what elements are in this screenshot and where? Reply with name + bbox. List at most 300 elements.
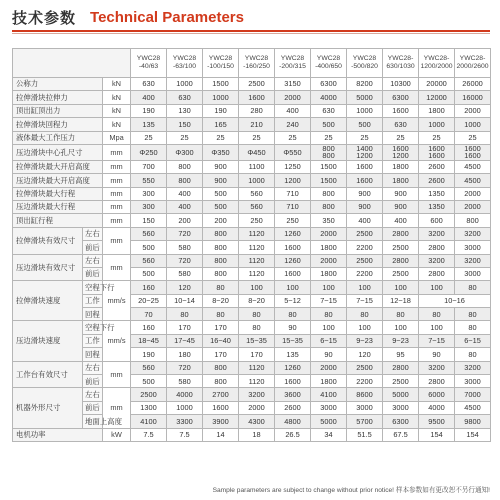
table-cell: 90 [419, 348, 455, 361]
table-cell: Φ300 [167, 144, 203, 160]
table-cell: Φ450 [239, 144, 275, 160]
table-cell: 350 [311, 214, 347, 227]
table-cell: 15~35 [275, 334, 311, 347]
table-cell: 18~45 [131, 334, 167, 347]
table-cell: 2000 [455, 104, 491, 117]
param-unit: mm [103, 214, 131, 227]
param-name: 压边滑块最大行程 [13, 200, 103, 213]
table-cell: 6300 [311, 78, 347, 91]
table-cell: 16~40 [203, 334, 239, 347]
table-cell: 250 [239, 214, 275, 227]
table-cell: 1120 [239, 267, 275, 280]
table-cell: 80 [455, 308, 491, 321]
table-cell: 720 [167, 361, 203, 374]
table-cell: 17~45 [167, 334, 203, 347]
table-cell: 710 [275, 200, 311, 213]
param-name: 压边滑块有效尺寸 [13, 254, 83, 281]
model-name: YWC28- 630/1030 [383, 49, 419, 78]
table-row [13, 348, 491, 361]
title-zh: 技术参数 [12, 8, 77, 27]
table-row [13, 401, 491, 414]
table-cell: 1120 [239, 254, 275, 267]
table-cell: 400 [167, 200, 203, 213]
table-row [13, 388, 491, 401]
table-cell: 500 [131, 375, 167, 388]
param-subname: 左右 [83, 361, 103, 374]
table-cell: 1600 [347, 174, 383, 187]
param-name: 拉伸滑块拉伸力 [13, 91, 103, 104]
table-cell: 25 [419, 131, 455, 144]
table-cell: 2600 [419, 160, 455, 173]
table-cell: 170 [203, 348, 239, 361]
table-cell: 6~15 [311, 334, 347, 347]
table-cell: 200 [203, 214, 239, 227]
table-cell: 190 [203, 104, 239, 117]
table-cell: 80 [239, 321, 275, 334]
table-cell: 1300 [131, 401, 167, 414]
table-cell: 1600 [203, 401, 239, 414]
table-cell: 25 [275, 131, 311, 144]
model-name: YWC28 -500/820 [347, 49, 383, 78]
title-en: Technical Parameters [90, 8, 244, 26]
table-cell: 9~23 [347, 334, 383, 347]
table-row [13, 321, 491, 334]
table-cell: 4500 [455, 401, 491, 414]
param-unit: mm/s [103, 321, 131, 361]
table-cell: 5~12 [275, 294, 311, 307]
param-name: 拉伸滑块有效尺寸 [13, 227, 83, 254]
table-cell: 1000 [455, 118, 491, 131]
param-unit: mm [103, 174, 131, 187]
table-cell: 800 [203, 375, 239, 388]
table-cell: 80 [419, 308, 455, 321]
table-cell: 20~25 [131, 294, 167, 307]
table-cell: 7~15 [347, 294, 383, 307]
table-cell: 80 [311, 308, 347, 321]
table-cell: 3200 [455, 361, 491, 374]
param-name: 压边滑块最大开启高度 [13, 174, 103, 187]
table-cell: 2600 [419, 174, 455, 187]
table-cell: Φ550 [275, 144, 311, 160]
param-subname: 左右 [83, 227, 103, 240]
table-cell: 580 [167, 375, 203, 388]
table-cell: 2200 [347, 267, 383, 280]
table-cell: 6300 [383, 415, 419, 428]
header-rule [12, 30, 490, 32]
table-cell: 2500 [347, 361, 383, 374]
table-cell: 100 [419, 281, 455, 294]
table-cell: 170 [167, 321, 203, 334]
table-cell: 2000 [455, 200, 491, 213]
table-cell: 1800 [419, 104, 455, 117]
table-cell: 165 [203, 118, 239, 131]
table-cell: 170 [239, 348, 275, 361]
table-cell: 2000 [275, 91, 311, 104]
table-cell: 1000 [167, 78, 203, 91]
table-cell: 4000 [167, 388, 203, 401]
param-name: 压边滑块中心孔尺寸 [13, 144, 103, 160]
table-cell: 800 [203, 361, 239, 374]
table-cell: 130 [167, 104, 203, 117]
param-unit: kN [103, 104, 131, 117]
table-cell: 34 [311, 428, 347, 441]
param-subname: 前后 [83, 241, 103, 254]
param-subname: 空程下行 [83, 321, 103, 334]
table-cell: 6000 [419, 388, 455, 401]
table-cell: 3200 [419, 227, 455, 240]
param-name: 顶出缸顶出力 [13, 104, 103, 117]
model-name: YWC28 -100/150 [203, 49, 239, 78]
table-cell: 9500 [419, 415, 455, 428]
table-cell: 3200 [419, 361, 455, 374]
table-row [13, 200, 491, 213]
table-cell: 25 [311, 131, 347, 144]
table-cell: 7.5 [167, 428, 203, 441]
table-cell: 2500 [383, 241, 419, 254]
table-cell: 1250 [275, 160, 311, 173]
param-unit: mm [103, 144, 131, 160]
table-cell: 80 [275, 308, 311, 321]
param-unit: mm [103, 160, 131, 173]
table-cell: 250 [275, 214, 311, 227]
param-subname: 前后 [83, 401, 103, 414]
table-cell: 100 [347, 281, 383, 294]
table-cell: 4800 [275, 415, 311, 428]
table-cell: 630 [131, 78, 167, 91]
table-cell: 14 [203, 428, 239, 441]
table-cell: 2700 [203, 388, 239, 401]
table-cell: 500 [203, 187, 239, 200]
param-unit: kN [103, 91, 131, 104]
param-subname: 回程 [83, 348, 103, 361]
table-cell: 2000 [311, 361, 347, 374]
table-cell: 120 [347, 348, 383, 361]
table-cell: 1600 [275, 241, 311, 254]
table-cell: 500 [347, 118, 383, 131]
table-row [13, 160, 491, 173]
table-cell: 800 [203, 227, 239, 240]
table-cell: 160 [131, 321, 167, 334]
table-cell: 4500 [455, 174, 491, 187]
table-cell: 400 [275, 104, 311, 117]
table-cell: 720 [167, 227, 203, 240]
model-name: YWC28 -400/650 [311, 49, 347, 78]
table-cell: 80 [455, 321, 491, 334]
table-row [13, 78, 491, 91]
table-cell: 80 [383, 308, 419, 321]
param-subname: 前后 [83, 267, 103, 280]
table-cell: 1600 [275, 267, 311, 280]
param-subname: 回程 [83, 308, 103, 321]
table-cell: 2000 [311, 227, 347, 240]
table-cell: 800 [455, 214, 491, 227]
table-cell: 7.5 [131, 428, 167, 441]
table-cell: 25 [203, 131, 239, 144]
table-cell: 1600 [347, 160, 383, 173]
param-unit: mm [103, 227, 131, 254]
table-cell: 3000 [347, 401, 383, 414]
table-cell: 400 [347, 214, 383, 227]
table-cell: 12000 [419, 91, 455, 104]
table-cell: 1120 [239, 361, 275, 374]
table-cell: 80 [203, 308, 239, 321]
table-cell: 800 [167, 174, 203, 187]
table-cell: 100 [383, 281, 419, 294]
table-cell: 70 [131, 308, 167, 321]
table-cell: 1350 [419, 200, 455, 213]
table-cell: 4000 [311, 91, 347, 104]
table-cell: 1000 [347, 104, 383, 117]
table-cell: 1120 [239, 227, 275, 240]
param-unit: mm/s [103, 281, 131, 321]
table-cell: 550 [131, 174, 167, 187]
table-cell: 190 [131, 348, 167, 361]
table-row [13, 118, 491, 131]
table-cell: 700 [131, 160, 167, 173]
parameters-body [13, 49, 491, 442]
table-cell: 900 [383, 200, 419, 213]
table-cell: 4100 [131, 415, 167, 428]
table-cell: 100 [347, 321, 383, 334]
table-cell: 3150 [275, 78, 311, 91]
table-cell: 2200 [347, 241, 383, 254]
table-cell: 90 [311, 348, 347, 361]
table-cell: 7~15 [311, 294, 347, 307]
table-cell: 600 [419, 214, 455, 227]
table-cell: 900 [203, 160, 239, 173]
table-cell: 80 [347, 308, 383, 321]
table-cell: 1260 [275, 361, 311, 374]
table-cell: 1500 [311, 160, 347, 173]
table-cell: 2000 [455, 187, 491, 200]
table-row [13, 104, 491, 117]
table-cell: 150 [131, 214, 167, 227]
table-cell: 1600 [383, 104, 419, 117]
table-cell: 580 [167, 241, 203, 254]
table-cell: 2200 [347, 375, 383, 388]
table-cell: 2800 [419, 375, 455, 388]
table-cell: 280 [239, 104, 275, 117]
footer-note: Sample parameters are subject to change without prior notice! 样本参数如有更改恕不另行通知! [212, 487, 490, 494]
param-name: 机器外形尺寸 [13, 388, 83, 428]
table-cell: 120 [167, 281, 203, 294]
param-name: 拉伸滑块最大开启高度 [13, 160, 103, 173]
table-cell: 2000 [239, 401, 275, 414]
table-row [13, 415, 491, 428]
table-row [13, 281, 491, 294]
table-row [13, 131, 491, 144]
table-cell: Φ350 [203, 144, 239, 160]
table-row [13, 361, 491, 374]
table-cell: 80 [203, 281, 239, 294]
table-cell: 25 [131, 131, 167, 144]
param-name: 电机功率 [13, 428, 103, 441]
table-cell: 25 [455, 131, 491, 144]
table-cell: 100 [311, 321, 347, 334]
table-cell: 2800 [419, 241, 455, 254]
table-cell: 800 [167, 160, 203, 173]
model-name: YWC28- 1200/2000 [419, 49, 455, 78]
table-cell: 8600 [347, 388, 383, 401]
param-unit: mm [103, 254, 131, 281]
table-cell: 8~20 [203, 294, 239, 307]
table-cell: 1000 [167, 401, 203, 414]
table-cell: 3000 [311, 401, 347, 414]
table-cell: 9800 [455, 415, 491, 428]
table-cell: 10~16 [419, 294, 491, 307]
table-cell: 150 [167, 118, 203, 131]
param-subname: 空程下行 [83, 281, 103, 294]
table-cell: 95 [383, 348, 419, 361]
table-row [13, 308, 491, 321]
table-cell: 300 [131, 200, 167, 213]
table-row [13, 214, 491, 227]
table-cell: 100 [383, 321, 419, 334]
table-row [13, 144, 491, 160]
table-cell: 1200 [275, 174, 311, 187]
table-cell: 26.5 [275, 428, 311, 441]
table-cell: 2000 [311, 254, 347, 267]
param-subname: 地面上高度 [83, 415, 103, 428]
table-cell: 15~35 [239, 334, 275, 347]
table-cell: 800 [311, 187, 347, 200]
param-subname: 左右 [83, 388, 103, 401]
table-cell: 900 [203, 174, 239, 187]
table-cell: 4300 [239, 415, 275, 428]
table-cell: 180 [167, 348, 203, 361]
table-cell: 80 [455, 348, 491, 361]
table-row [13, 254, 491, 267]
table-cell: 7000 [455, 388, 491, 401]
param-name: 压边滑块速度 [13, 321, 83, 361]
table-cell: 3900 [203, 415, 239, 428]
param-name: 拉伸滑块速度 [13, 281, 83, 321]
param-subname: 工作 [83, 294, 103, 307]
table-cell: 80 [167, 308, 203, 321]
param-name: 公称力 [13, 78, 103, 91]
table-cell: 580 [167, 267, 203, 280]
table-cell: 16000 [455, 91, 491, 104]
table-cell: 800 [203, 267, 239, 280]
table-cell: 26000 [455, 78, 491, 91]
table-cell: 3000 [455, 241, 491, 254]
table-cell: 2500 [347, 254, 383, 267]
table-cell: 1260 [275, 254, 311, 267]
table-cell: 1100 [239, 160, 275, 173]
table-cell: 2800 [383, 254, 419, 267]
table-cell: 170 [203, 321, 239, 334]
table-cell: 10~14 [167, 294, 203, 307]
table-cell: 12~18 [383, 294, 419, 307]
param-unit: mm [103, 187, 131, 200]
table-cell: 2500 [131, 388, 167, 401]
table-cell: 10300 [383, 78, 419, 91]
table-cell: 400 [131, 91, 167, 104]
table-cell: 1500 [311, 174, 347, 187]
table-row [13, 91, 491, 104]
table-row [13, 227, 491, 240]
model-name: YWC28- 2000/2600 [455, 49, 491, 78]
table-cell: 6300 [383, 91, 419, 104]
table-row [13, 241, 491, 254]
table-cell: 500 [131, 267, 167, 280]
table-cell: 135 [275, 348, 311, 361]
param-name: 拉伸滑块最大行程 [13, 187, 103, 200]
table-cell: 1800 [383, 174, 419, 187]
table-cell: 560 [239, 187, 275, 200]
table-cell: 154 [455, 428, 491, 441]
table-cell: 1260 [275, 227, 311, 240]
param-name: 液体最大工作压力 [13, 131, 103, 144]
table-cell: 400 [383, 214, 419, 227]
table-cell: 3000 [455, 375, 491, 388]
table-cell: 80 [239, 308, 275, 321]
table-cell: 630 [167, 91, 203, 104]
table-cell: 1600 1600 [419, 144, 455, 160]
param-unit: Mpa [103, 131, 131, 144]
table-row [13, 174, 491, 187]
table-cell: 8~20 [239, 294, 275, 307]
table-cell: 18 [239, 428, 275, 441]
table-row [13, 375, 491, 388]
table-cell: 2500 [383, 267, 419, 280]
table-row [13, 267, 491, 280]
param-unit: mm [103, 361, 131, 388]
table-cell: 1800 [311, 375, 347, 388]
table-cell: 400 [167, 187, 203, 200]
table-cell: 135 [131, 118, 167, 131]
table-row [13, 294, 491, 307]
table-cell: 560 [131, 254, 167, 267]
table-cell: Φ250 [131, 144, 167, 160]
table-cell: 100 [419, 321, 455, 334]
table-cell: 1800 [383, 160, 419, 173]
table-cell: 2600 [275, 401, 311, 414]
table-cell: 3200 [239, 388, 275, 401]
table-cell: 9~23 [383, 334, 419, 347]
param-name: 顶出缸行程 [13, 214, 103, 227]
model-name: YWC28 -40/63 [131, 49, 167, 78]
table-cell: 720 [167, 254, 203, 267]
table-cell: 2800 [383, 361, 419, 374]
table-cell: 240 [275, 118, 311, 131]
table-cell: 1000 [239, 174, 275, 187]
param-unit: mm [103, 200, 131, 213]
table-cell: 3300 [167, 415, 203, 428]
table-cell: 2800 [419, 267, 455, 280]
table-cell: 630 [311, 104, 347, 117]
table-cell: 5000 [311, 415, 347, 428]
table-cell: 25 [347, 131, 383, 144]
table-cell: 3000 [455, 267, 491, 280]
table-cell: 20000 [419, 78, 455, 91]
table-cell: 800 800 [311, 144, 347, 160]
table-cell: 900 [383, 187, 419, 200]
table-cell: 160 [131, 281, 167, 294]
table-cell: 67.5 [383, 428, 419, 441]
table-cell: 3600 [275, 388, 311, 401]
table-cell: 80 [455, 281, 491, 294]
table-cell: 3200 [419, 254, 455, 267]
table-cell: 4100 [311, 388, 347, 401]
model-name: YWC28 -63/100 [167, 49, 203, 78]
table-cell: 8200 [347, 78, 383, 91]
table-cell: 1000 [203, 91, 239, 104]
model-header-row [13, 49, 491, 78]
table-cell: 154 [419, 428, 455, 441]
table-cell: 800 [203, 241, 239, 254]
model-name: YWC28 -160/250 [239, 49, 275, 78]
